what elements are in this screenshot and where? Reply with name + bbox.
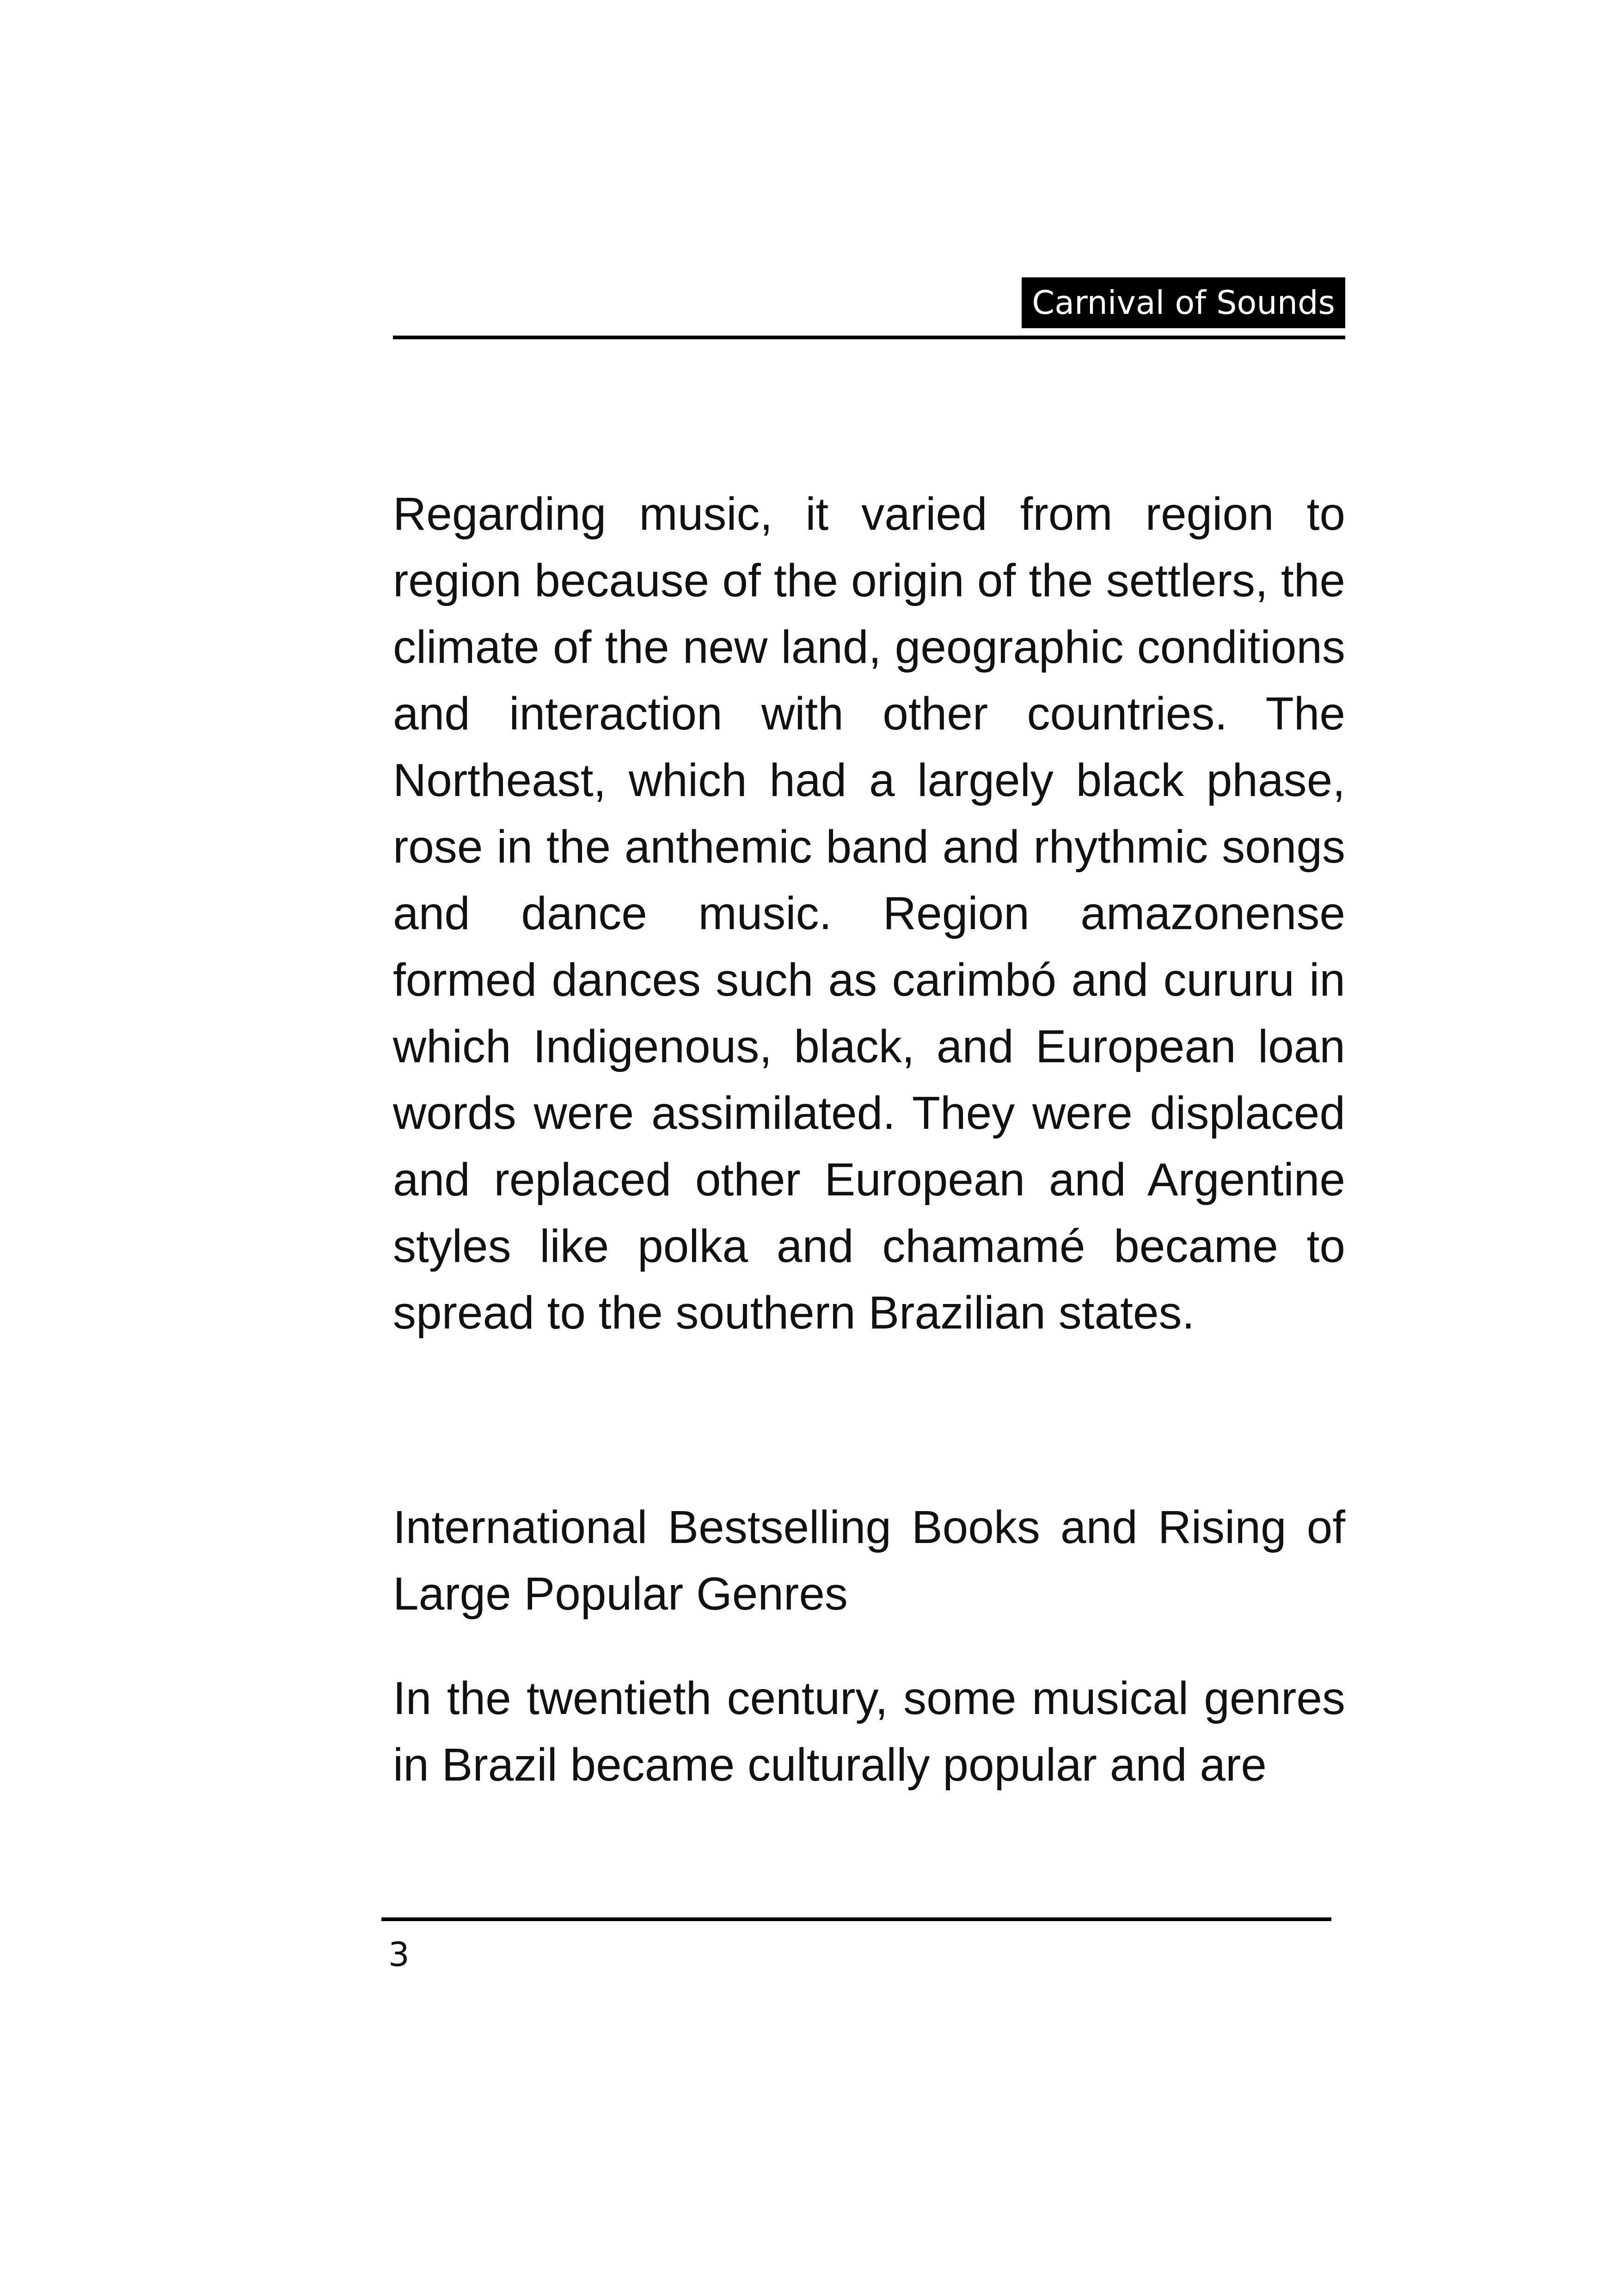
running-header xyxy=(393,277,1345,340)
section-heading xyxy=(393,1494,1345,1627)
section-heading-line-2: Large Popular Genres xyxy=(393,1568,848,1620)
page-number: 3 xyxy=(388,1935,410,1974)
header-rule xyxy=(393,336,1345,339)
section-heading-line-1: International Bestselling Books and Rising of xyxy=(393,1501,1345,1553)
footer-rule xyxy=(381,1917,1331,1921)
body-paragraph-2: In the twentieth century, some musical genres in Brazil became culturally popular and are xyxy=(393,1672,1345,1791)
running-title: Carnival of Sounds xyxy=(1022,277,1345,328)
body-paragraph-1: Regarding music, it varied from region to region because of the origin of the settlers, the climate of the new land, geographic conditions and interaction with other countries. The Northeast, which had a largely black phase, rose in the anthemic band and rhythmic songs and dance music. Region amazonense formed dances such as carimbó and cururu in which Indigenous, black, and European loan words were assimilated. They were displaced and replaced other European and Argentine styles like polka and chamamé became to spread to the southern Brazilian states. xyxy=(393,488,1345,1339)
